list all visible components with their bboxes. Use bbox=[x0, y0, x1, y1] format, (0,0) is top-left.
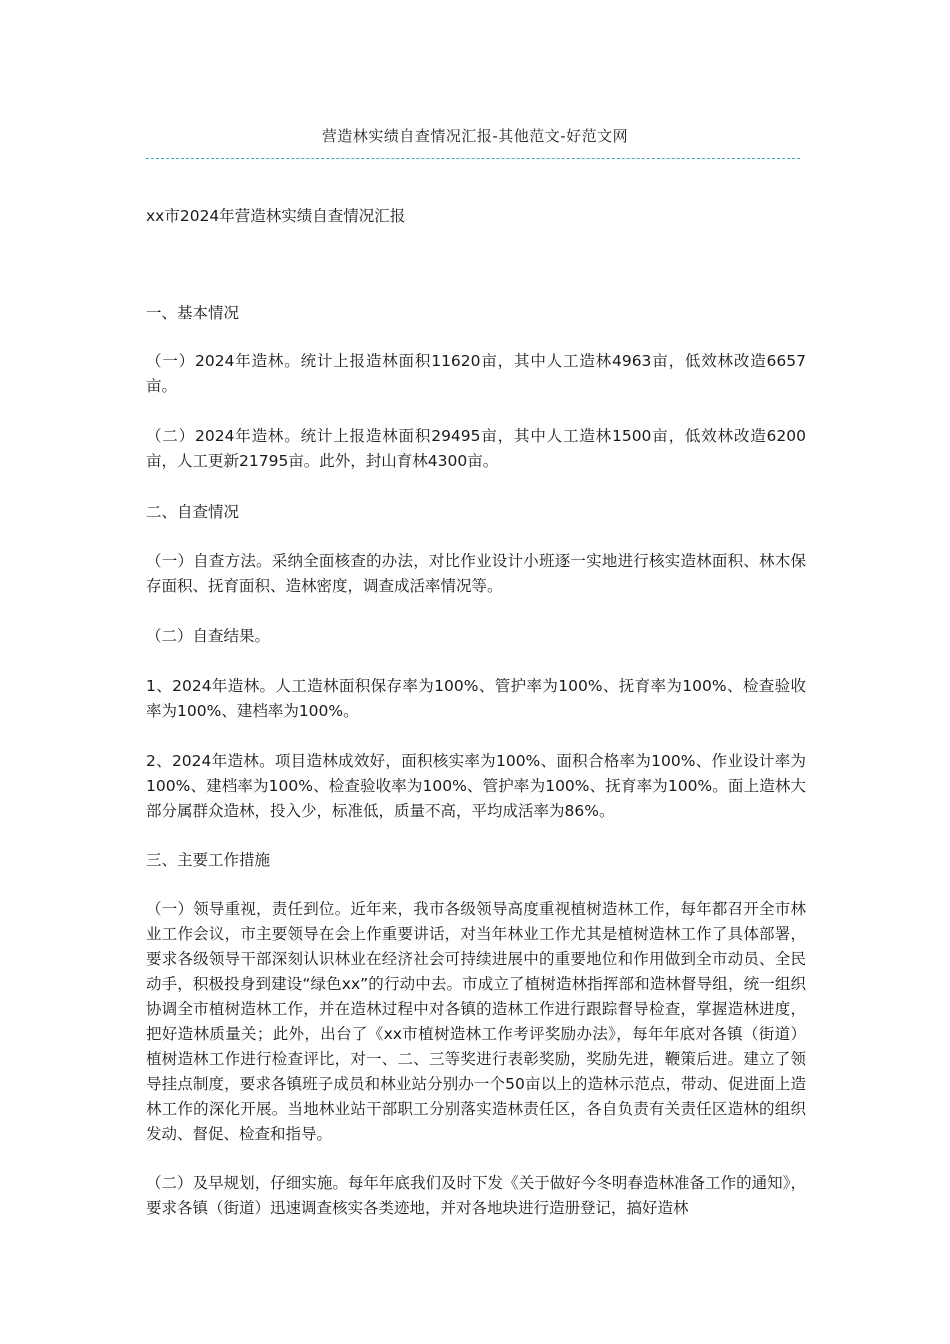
page-title: 营造林实绩自查情况汇报-其他范文-好范文网 bbox=[321, 127, 629, 145]
section-heading-measures: 三、主要工作措施 bbox=[146, 851, 271, 869]
section-heading-selfcheck: 二、自查情况 bbox=[146, 503, 240, 521]
paragraph: （一）领导重视，责任到位。近年来，我市各级领导高度重视植树造林工作，每年都召开全市林业工作会议，市主要领导在会上作重要讲话，对当年林业工作尤其是植树造林工作了具体部署，要求各级领导干部深刻认识林业在经济社会可持续进展中的重要地位和作用做到全市动员、全民动手，积极投身到建设“绿色xx”的行动中去。市成立了植树造林指挥部和造林督导组，统一组织协调全市植树造林工作，并在造林过程中对各镇的造林工作进行跟踪督导检查，掌握造林进度，把好造林质量关；此外，出台了《xx市植树造林工作考评奖励办法》，每年年底对各镇（街道）植树造林工作进行检查评比，对一、二、三等奖进行表彰奖励，奖励先进，鞭策后进。建立了领导挂点制度，要求各镇班子成员和林业站分别办一个50亩以上的造林示范点，带动、促进面上造林工作的深化开展。当地林业站干部职工分别落实造林责任区，各自负责有关责任区造林的组织发动、督促、检查和指导。 bbox=[146, 900, 806, 1143]
paragraph: 2、2024年造林。项目造林成效好，面积核实率为100%、面积合格率为100%、作业设计率为100%、建档率为100%、检查验收率为100%、管护率为100%、抚育率为100%。面上造林大部分属群众造林，投入少，标准低，质量不高，平均成活率为86%。 bbox=[146, 752, 806, 820]
paragraph: 1、2024年造林。人工造林面积保存率为100%、管护率为100%、抚育率为100%、检查验收率为100%、建档率为100%。 bbox=[146, 677, 806, 720]
paragraph: （二）自查结果。 bbox=[146, 627, 271, 645]
paragraph: （二）2024年造林。统计上报造林面积29495亩，其中人工造林1500亩，低效林改造6200亩，人工更新21795亩。此外，封山育林4300亩。 bbox=[146, 427, 806, 470]
paragraph: （二）及早规划，仔细实施。每年年底我们及时下发《关于做好今冬明春造林准备工作的通知》，要求各镇（街道）迅速调查核实各类迹地，并对各地块进行造册登记，搞好造林 bbox=[146, 1174, 806, 1217]
paragraph: （一）自查方法。采纳全面核查的办法，对比作业设计小班逐一实地进行核实造林面积、林木保存面积、抚育面积、造林密度，调查成活率情况等。 bbox=[146, 552, 806, 595]
paragraph: （一）2024年造林。统计上报造林面积11620亩，其中人工造林4963亩，低效林改造6657亩。 bbox=[146, 352, 806, 395]
header-divider bbox=[146, 158, 800, 159]
document-subtitle: xx市2024年营造林实绩自查情况汇报 bbox=[146, 207, 406, 225]
section-heading-basic: 一、基本情况 bbox=[146, 304, 240, 322]
